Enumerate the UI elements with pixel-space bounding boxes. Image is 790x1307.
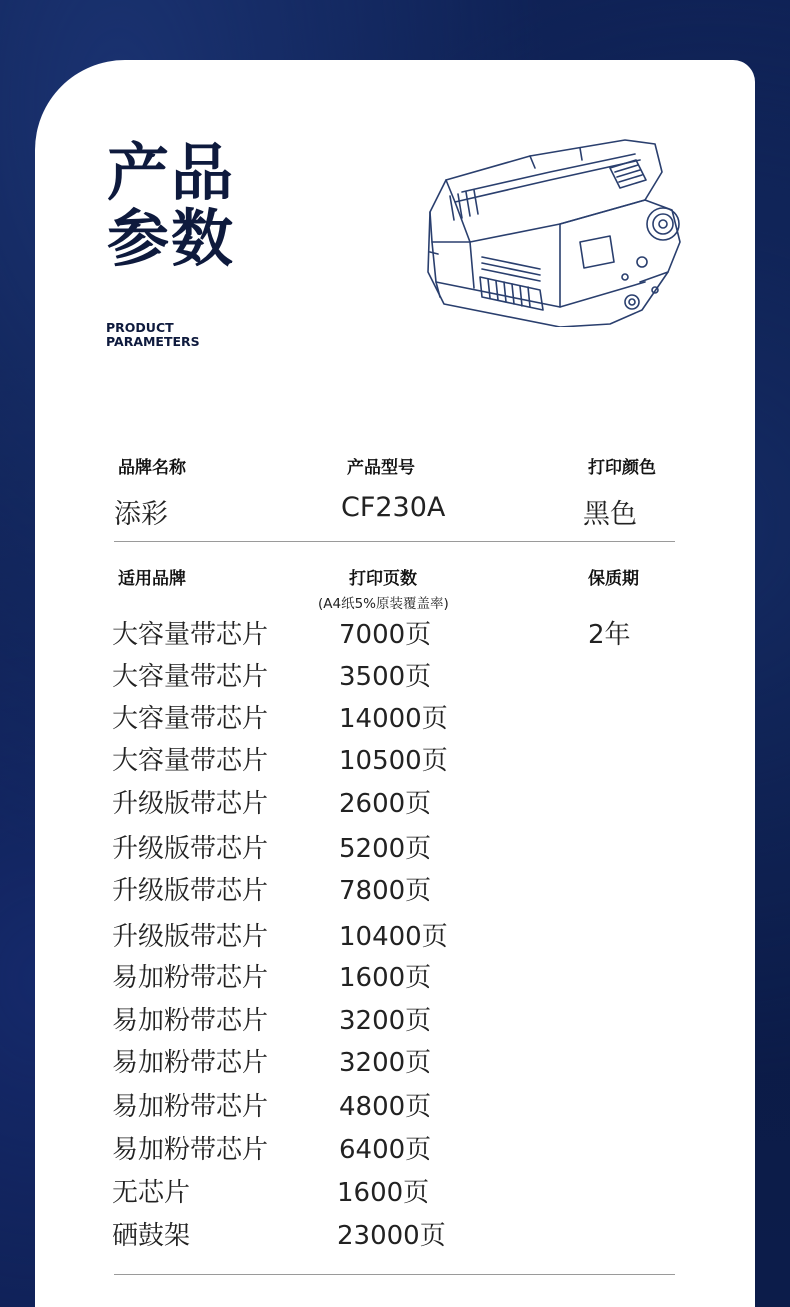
col-header-pages: 打印页数 bbox=[349, 569, 417, 589]
color-label: 打印颜色 bbox=[588, 458, 656, 478]
divider-bottom bbox=[114, 1274, 675, 1275]
title-line-1: 产品 bbox=[107, 136, 236, 209]
title-line-2: 参数 bbox=[107, 202, 236, 275]
table-row-pages: 10400页 bbox=[339, 922, 448, 952]
table-row-pages: 10500页 bbox=[339, 746, 448, 776]
col-pages-note: (A4纸5%原装覆盖率) bbox=[318, 596, 449, 612]
warranty-value: 2年 bbox=[588, 620, 631, 650]
table-row-type: 易加粉带芯片 bbox=[112, 1006, 269, 1036]
table-row-type: 升级版带芯片 bbox=[112, 834, 269, 864]
brand-label: 品牌名称 bbox=[118, 458, 186, 478]
table-row-type: 升级版带芯片 bbox=[112, 922, 269, 952]
table-row-pages: 1600页 bbox=[339, 963, 432, 993]
table-row-pages: 1600页 bbox=[337, 1178, 430, 1208]
table-row-pages: 6400页 bbox=[339, 1135, 432, 1165]
table-row-type: 大容量带芯片 bbox=[112, 746, 269, 776]
table-row-type: 易加粉带芯片 bbox=[112, 1048, 269, 1078]
subtitle-line-2: PARAMETERS bbox=[106, 334, 200, 349]
table-row-pages: 14000页 bbox=[339, 704, 448, 734]
subtitle-line-1: PRODUCT bbox=[106, 320, 174, 335]
table-row-type: 硒鼓架 bbox=[112, 1221, 191, 1251]
table-row-pages: 23000页 bbox=[337, 1221, 446, 1251]
model-label: 产品型号 bbox=[347, 458, 415, 478]
table-row-pages: 3200页 bbox=[339, 1006, 432, 1036]
model-value: CF230A bbox=[341, 492, 446, 523]
page-title bbox=[107, 136, 236, 275]
col-header-warranty: 保质期 bbox=[588, 569, 639, 589]
color-value: 黑色 bbox=[583, 499, 637, 530]
table-row-pages: 3200页 bbox=[339, 1048, 432, 1078]
toner-cartridge-icon bbox=[410, 132, 700, 327]
table-row-type: 易加粉带芯片 bbox=[112, 1135, 269, 1165]
table-row-type: 大容量带芯片 bbox=[112, 704, 269, 734]
table-row-type: 无芯片 bbox=[112, 1178, 191, 1208]
table-row-type: 易加粉带芯片 bbox=[112, 1092, 269, 1122]
table-row-type: 易加粉带芯片 bbox=[112, 963, 269, 993]
divider-top bbox=[114, 541, 675, 542]
table-row-type: 升级版带芯片 bbox=[112, 789, 269, 819]
table-row-type: 大容量带芯片 bbox=[112, 620, 269, 650]
table-row-pages: 3500页 bbox=[339, 662, 432, 692]
brand-value: 添彩 bbox=[114, 499, 168, 530]
table-row-type: 大容量带芯片 bbox=[112, 662, 269, 692]
product-card bbox=[35, 60, 755, 1307]
page-subtitle bbox=[106, 321, 200, 349]
table-row-pages: 4800页 bbox=[339, 1092, 432, 1122]
table-row-type: 升级版带芯片 bbox=[112, 876, 269, 906]
table-row-pages: 5200页 bbox=[339, 834, 432, 864]
table-row-pages: 2600页 bbox=[339, 789, 432, 819]
table-row-pages: 7000页 bbox=[339, 620, 432, 650]
col-header-type: 适用品牌 bbox=[118, 569, 186, 589]
table-row-pages: 7800页 bbox=[339, 876, 432, 906]
